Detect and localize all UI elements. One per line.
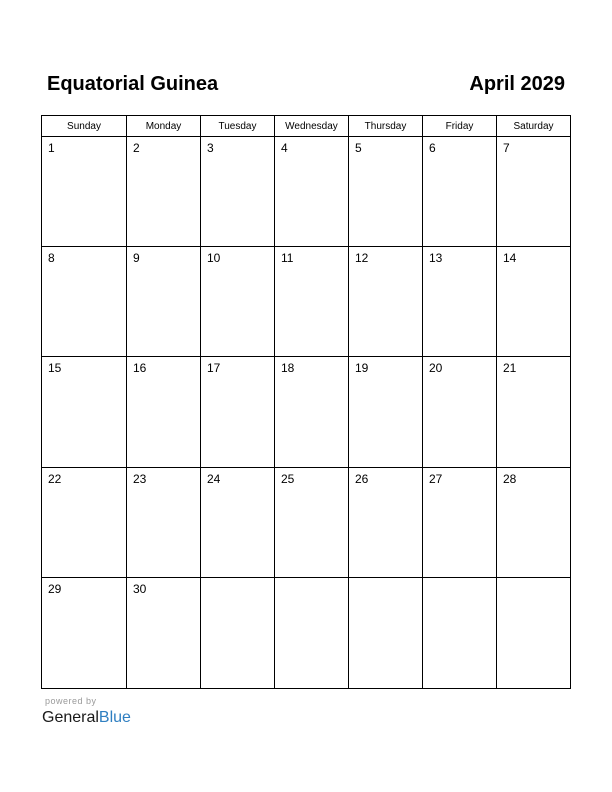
day-number: 29 — [48, 581, 62, 596]
day-number: 21 — [503, 361, 517, 376]
day-cell — [201, 468, 275, 577]
day-cell — [201, 137, 275, 246]
day-number: 19 — [355, 361, 369, 376]
day-cell — [497, 137, 570, 246]
day-number: 28 — [503, 471, 517, 486]
day-cell — [42, 357, 127, 466]
country-title: Equatorial Guinea — [47, 73, 219, 95]
day-number: 18 — [281, 361, 295, 376]
day-number: 2 — [133, 141, 140, 155]
day-number: 20 — [429, 361, 443, 376]
week-row — [42, 578, 570, 688]
day-number: 14 — [503, 251, 517, 266]
day-cell — [423, 578, 497, 688]
day-cell — [497, 468, 570, 577]
day-cell — [275, 247, 349, 356]
day-cell — [127, 468, 201, 577]
day-number: 10 — [207, 251, 221, 266]
generalblue-footer[interactable] — [42, 696, 162, 730]
day-cell — [127, 137, 201, 246]
weekday-header-row — [42, 116, 570, 137]
month-calendar-grid — [41, 115, 571, 689]
day-number: 1 — [48, 141, 55, 155]
calendar-header — [47, 70, 565, 100]
weekday-thursday: Thursday — [349, 116, 423, 136]
day-cell — [275, 468, 349, 577]
weekday-monday: Monday — [127, 116, 201, 136]
weekday-friday: Friday — [423, 116, 497, 136]
week-row — [42, 247, 570, 357]
weekday-tuesday: Tuesday — [201, 116, 275, 136]
day-cell — [201, 247, 275, 356]
day-cell — [349, 357, 423, 466]
month-year-title: April 2029 — [469, 73, 565, 95]
day-cell — [423, 137, 497, 246]
day-number: 12 — [355, 251, 369, 266]
day-number: 24 — [207, 471, 221, 486]
day-cell — [275, 578, 349, 688]
brand-blue-text: Blue — [98, 709, 131, 726]
day-cell — [42, 578, 127, 688]
day-number: 3 — [207, 141, 214, 155]
day-number: 5 — [355, 141, 362, 155]
weekday-wednesday: Wednesday — [275, 116, 349, 136]
day-number: 4 — [281, 141, 288, 155]
weeks-container — [42, 137, 570, 688]
day-number: 30 — [133, 581, 147, 596]
day-number: 8 — [48, 251, 55, 266]
day-cell — [423, 247, 497, 356]
day-number: 17 — [207, 361, 221, 376]
day-cell — [349, 137, 423, 246]
day-cell — [349, 468, 423, 577]
day-number: 16 — [133, 361, 147, 376]
day-cell — [42, 247, 127, 356]
day-number: 7 — [503, 141, 510, 155]
day-number: 15 — [48, 361, 62, 376]
week-row — [42, 468, 570, 578]
day-cell — [127, 357, 201, 466]
day-cell — [349, 247, 423, 356]
day-cell — [497, 578, 570, 688]
day-cell — [42, 137, 127, 246]
brand-general-text: General — [42, 709, 99, 726]
week-row — [42, 137, 570, 247]
day-cell — [423, 468, 497, 577]
day-number: 11 — [281, 251, 294, 266]
day-cell — [201, 578, 275, 688]
day-cell — [127, 247, 201, 356]
weekday-saturday: Saturday — [513, 121, 554, 132]
day-number: 13 — [429, 251, 443, 266]
day-cell — [42, 468, 127, 577]
day-number: 6 — [429, 141, 436, 155]
day-cell — [497, 357, 570, 466]
day-number: 26 — [355, 471, 369, 486]
day-cell — [349, 578, 423, 688]
generalblue-logo[interactable] — [42, 708, 131, 728]
powered-by-label: powered by — [45, 696, 97, 706]
day-number: 25 — [281, 471, 295, 486]
day-cell — [423, 357, 497, 466]
day-number: 27 — [429, 471, 443, 486]
day-cell — [127, 578, 201, 688]
day-number: 23 — [133, 471, 147, 486]
week-row — [42, 357, 570, 467]
day-cell — [275, 357, 349, 466]
day-cell — [275, 137, 349, 246]
day-cell — [497, 247, 570, 356]
day-number: 22 — [48, 471, 62, 486]
weekday-sunday: Sunday — [42, 116, 127, 136]
day-cell — [201, 357, 275, 466]
day-number: 9 — [133, 251, 140, 266]
